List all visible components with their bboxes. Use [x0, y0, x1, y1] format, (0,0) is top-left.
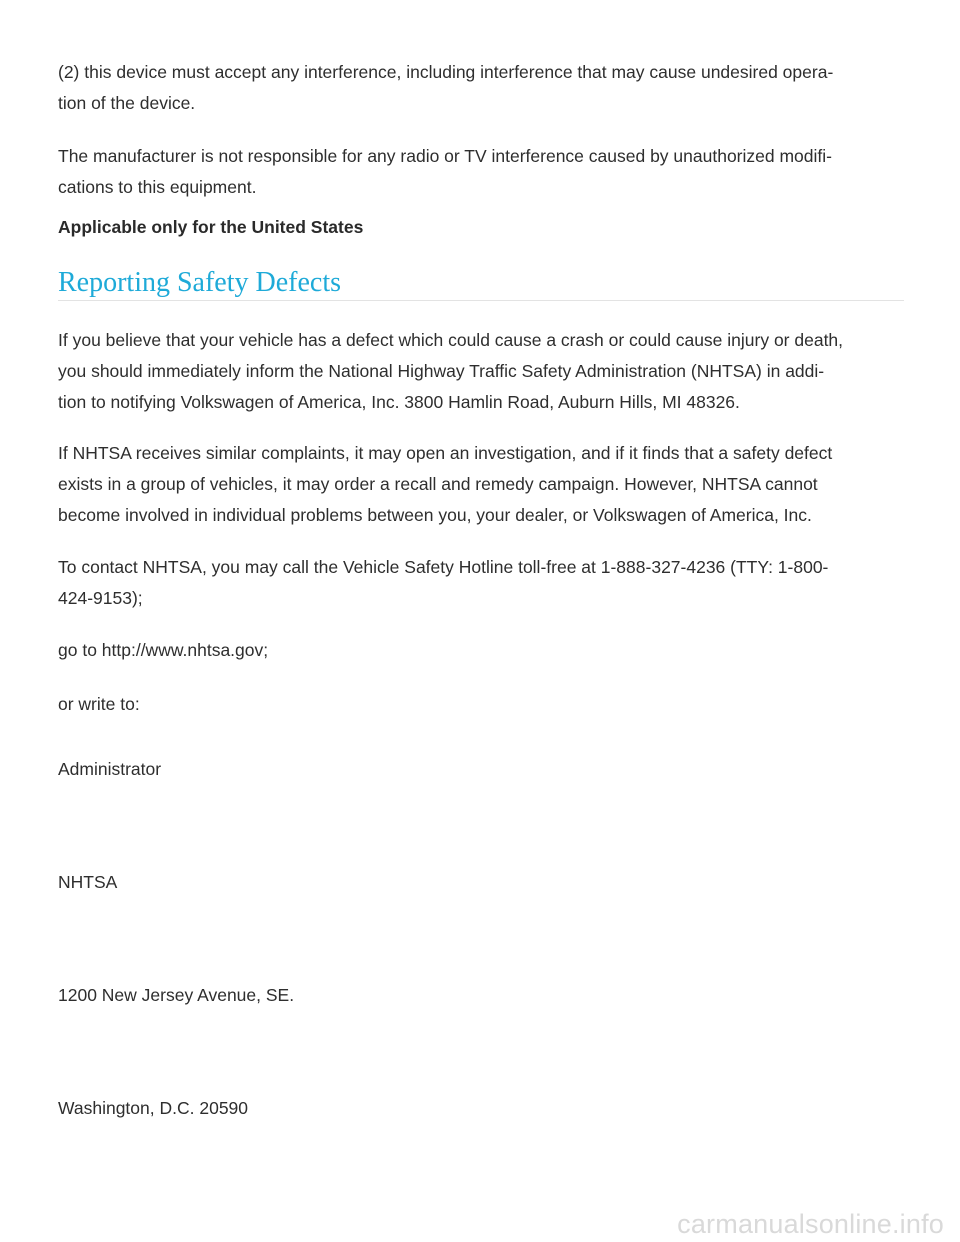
report-defect-paragraph	[58, 325, 908, 418]
text-line: If you believe that your vehicle has a defect which could cause a crash or could cause injury or death,	[58, 330, 844, 350]
address-city: Washington, D.C. 20590	[58, 1098, 249, 1118]
interference-paragraph	[58, 57, 908, 119]
address-street: 1200 New Jersey Avenue, SE.	[58, 985, 295, 1005]
website-line: go to http://www.nhtsa.gov;	[58, 640, 269, 660]
heading-divider	[58, 300, 904, 301]
section-heading: Reporting Safety Defects	[58, 267, 342, 298]
hotline-paragraph	[58, 552, 908, 614]
watermark: carmanualsonline.info	[677, 1209, 944, 1239]
address-administrator: Administrator	[58, 759, 162, 779]
text-line: cations to this equipment.	[58, 177, 257, 197]
text-line: tion to notifying Volkswagen of America, Inc. 3800 Hamlin Road, Auburn Hills, MI 48326.	[58, 392, 740, 412]
us-only-note: Applicable only for the United States	[58, 217, 364, 237]
text-line: become involved in individual problems between you, your dealer, or Volkswagen of America, Inc.	[58, 505, 812, 525]
text-line: If NHTSA receives similar complaints, it may open an investigation, and if it finds that a safety defect	[58, 443, 833, 463]
text-line: tion of the device.	[58, 93, 196, 113]
text-line: you should immediately inform the National Highway Traffic Safety Administration (NHTSA) in addi-	[58, 361, 825, 381]
text-line: exists in a group of vehicles, it may order a recall and remedy campaign. However, NHTSA cannot	[58, 474, 818, 494]
address-agency: NHTSA	[58, 872, 118, 892]
nhtsa-investigation-paragraph	[58, 438, 908, 531]
text-line: (2) this device must accept any interference, including interference that may cause undesired opera-	[58, 62, 834, 82]
text-line: To contact NHTSA, you may call the Vehicle Safety Hotline toll-free at 1-888-327-4236 (TTY: 1-800-	[58, 557, 829, 577]
text-line: 424-9153);	[58, 588, 143, 608]
manufacturer-disclaimer	[58, 141, 908, 203]
write-to-line: or write to:	[58, 694, 140, 714]
text-line: The manufacturer is not responsible for any radio or TV interference caused by unauthorized modifi-	[58, 146, 832, 166]
